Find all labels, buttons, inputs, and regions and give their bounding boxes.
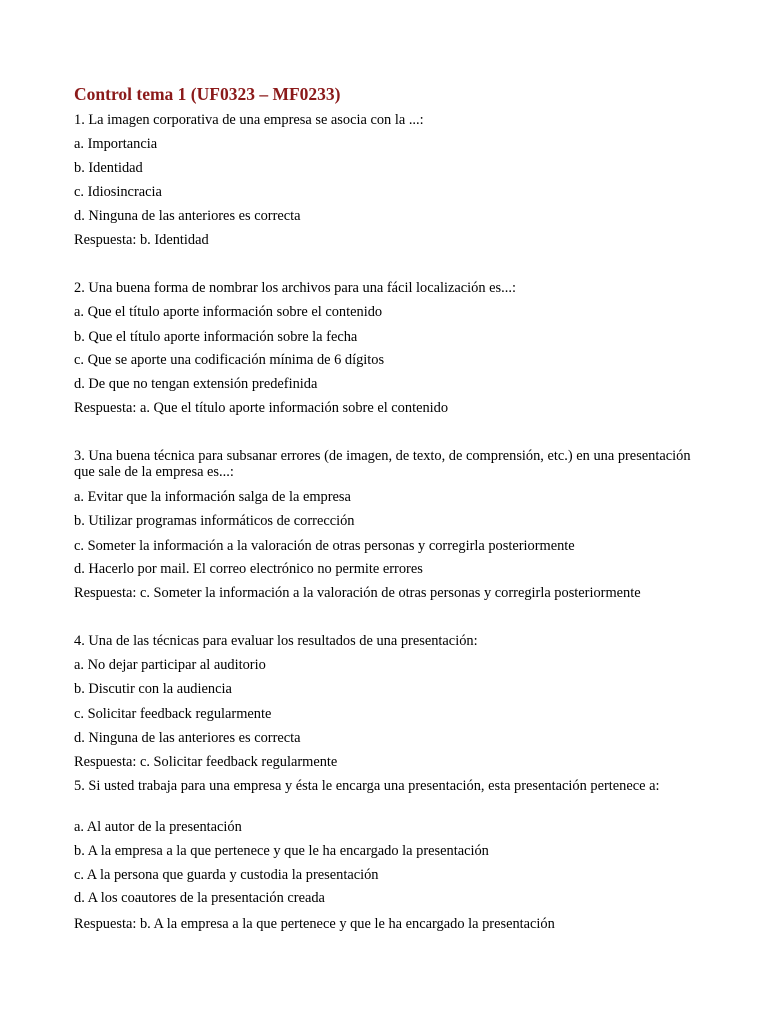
- question-2-text: 2. Una buena forma de nombrar los archivos para una fácil localización es...:: [74, 280, 516, 296]
- question-5-option-a: a. Al autor de la presentación: [74, 819, 242, 835]
- question-1-text: 1. La imagen corporativa de una empresa se asocia con la ...:: [74, 112, 424, 128]
- question-2-option-a: a. Que el título aporte información sobre el contenido: [74, 304, 383, 320]
- question-3-option-c: c. Someter la información a la valoración de otras personas y corregirla posteriormente: [74, 538, 575, 554]
- question-2-option-c: c. Que se aporte una codificación mínima de 6 dígitos: [74, 352, 385, 368]
- question-4-option-b: b. Discutir con la audiencia: [74, 681, 232, 697]
- question-4-option-d: d. Ninguna de las anteriores es correcta: [74, 730, 301, 746]
- question-1-option-c: c. Idiosincracia: [74, 184, 162, 200]
- question-3-text: 3. Una buena técnica para subsanar errores (de imagen, de texto, de comprensión, etc.) en una presentación que sale de la empresa es...:: [74, 448, 691, 480]
- page-title: Control tema 1 (UF0323 – MF0233): [74, 84, 341, 104]
- question-4-option-a: a. No dejar participar al auditorio: [74, 657, 266, 673]
- question-5-answer: Respuesta: b. A la empresa a la que pertenece y que le ha encargado la presentación: [74, 916, 555, 932]
- question-5-text: 5. Si usted trabaja para una empresa y ésta le encarga una presentación, esta presentación pertenece a:: [74, 778, 660, 794]
- question-1-option-a: a. Importancia: [74, 136, 158, 152]
- question-5-option-c: c. A la persona que guarda y custodia la presentación: [74, 867, 379, 883]
- question-4-answer: Respuesta: c. Solicitar feedback regularmente: [74, 754, 338, 770]
- question-1-option-d: d. Ninguna de las anteriores es correcta: [74, 208, 301, 224]
- question-1-answer: Respuesta: b. Identidad: [74, 232, 209, 248]
- question-3-answer: Respuesta: c. Someter la información a la valoración de otras personas y corregirla posteriormente: [74, 585, 641, 601]
- question-3-option-b: b. Utilizar programas informáticos de corrección: [74, 513, 355, 529]
- question-4-option-c: c. Solicitar feedback regularmente: [74, 706, 272, 722]
- question-5-option-b: b. A la empresa a la que pertenece y que le ha encargado la presentación: [74, 843, 489, 859]
- question-1-option-b: b. Identidad: [74, 160, 143, 176]
- question-2-answer: Respuesta: a. Que el título aporte información sobre el contenido: [74, 400, 449, 416]
- question-2-option-b: b. Que el título aporte información sobre la fecha: [74, 329, 358, 345]
- question-2-option-d: d. De que no tengan extensión predefinida: [74, 376, 318, 392]
- question-4-text: 4. Una de las técnicas para evaluar los resultados de una presentación:: [74, 633, 478, 649]
- question-3-option-d: d. Hacerlo por mail. El correo electrónico no permite errores: [74, 561, 423, 577]
- question-3-option-a: a. Evitar que la información salga de la empresa: [74, 489, 351, 505]
- question-5-option-d: d. A los coautores de la presentación creada: [74, 890, 325, 906]
